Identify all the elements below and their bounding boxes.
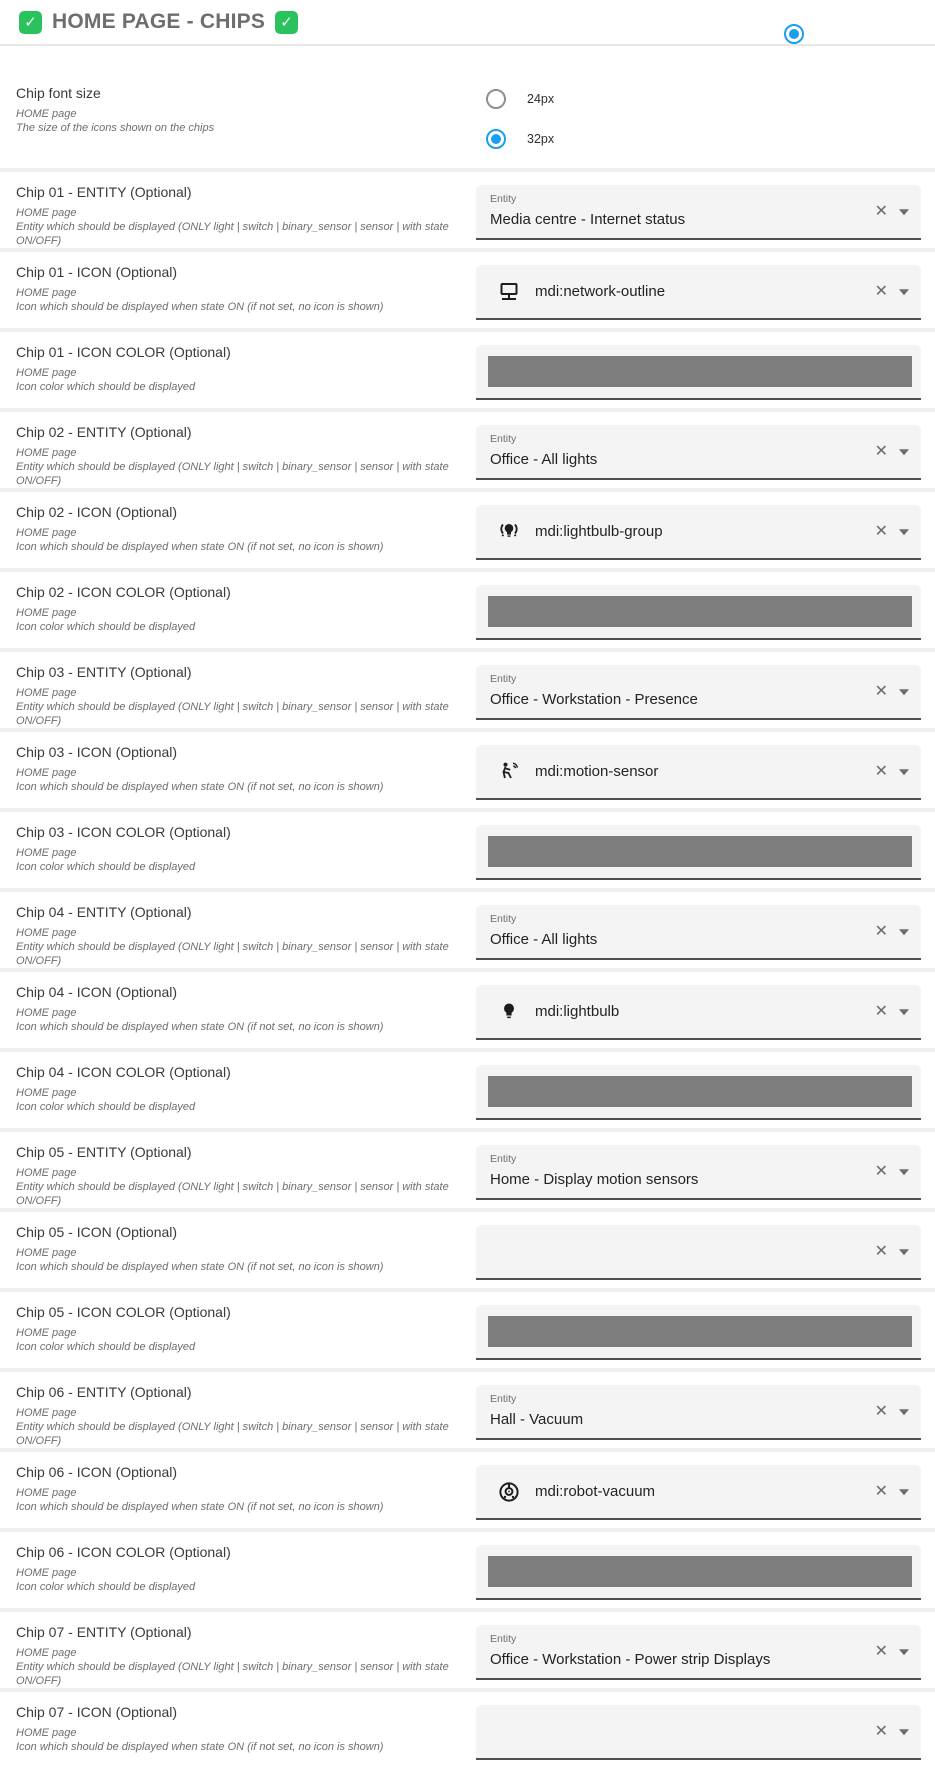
setting-description: Entity which should be displayed (ONLY light | switch | binary_sensor | sensor | with state ON/OFF) [16,1421,449,1447]
setting-title: Chip 02 - ENTITY (Optional) [16,424,192,440]
chevron-down-icon[interactable] [899,929,909,935]
clear-icon[interactable]: ✕ [874,442,888,460]
setting-subtitle: HOME page [16,367,77,379]
section-header [0,0,935,44]
setting-description: Entity which should be displayed (ONLY light | switch | binary_sensor | sensor | with state ON/OFF) [16,1661,449,1687]
setting-description: Icon color which should be displayed [16,381,196,393]
setting-title: Chip 01 - ENTITY (Optional) [16,184,192,200]
setting-subtitle: HOME page [16,108,77,120]
setting-description: The size of the icons shown on the chips [16,122,215,134]
field-value: Hall - Vacuum [490,1411,584,1428]
setting-description: Icon which should be displayed when state ON (if not set, no icon is shown) [16,1501,384,1513]
setting-title: Chip 05 - ICON (Optional) [16,1224,178,1240]
setting-row [0,1368,935,1448]
chevron-down-icon[interactable] [899,1009,909,1015]
setting-row [0,568,935,648]
chevron-down-icon[interactable] [899,1489,909,1495]
setting-title: Chip 04 - ICON (Optional) [16,984,178,1000]
field-value: Office - Workstation - Power strip Displays [490,1651,771,1668]
icon-select[interactable] [476,745,921,800]
chevron-down-icon[interactable] [899,209,909,215]
field-label: Entity [490,1393,517,1405]
setting-row [0,488,935,568]
setting-row [0,1288,935,1368]
icon-select[interactable] [476,1465,921,1520]
setting-subtitle: HOME page [16,1327,77,1339]
field-label: Entity [490,913,517,925]
radio-32px[interactable] [486,129,506,149]
field-label: Entity [490,1153,517,1165]
clear-icon[interactable]: ✕ [874,922,888,940]
setting-title: Chip 01 - ICON (Optional) [16,264,178,280]
setting-title: Chip 02 - ICON COLOR (Optional) [16,584,231,600]
radio-label: 32px [527,132,555,146]
clear-icon[interactable]: ✕ [874,1642,888,1660]
setting-subtitle: HOME page [16,527,77,539]
setting-subtitle: HOME page [16,1567,77,1579]
setting-description: Icon color which should be displayed [16,861,196,873]
setting-row [0,248,935,328]
entity-select[interactable] [476,665,921,720]
setting-row [0,648,935,728]
field-label: Entity [490,673,517,685]
color-swatch[interactable] [488,596,912,627]
field-value: Office - All lights [490,931,598,948]
setting-description: Entity which should be displayed (ONLY light | switch | binary_sensor | sensor | with state ON/OFF) [16,1181,449,1207]
entity-select[interactable] [476,1625,921,1680]
field-value: Office - Workstation - Presence [490,691,698,708]
setting-description: Icon which should be displayed when state ON (if not set, no icon is shown) [16,541,384,553]
field-value: mdi:robot-vacuum [535,1483,656,1500]
field-label: Entity [490,1633,517,1645]
setting-subtitle: HOME page [16,687,77,699]
chevron-down-icon[interactable] [899,769,909,775]
field-label: Entity [490,433,517,445]
clear-icon[interactable]: ✕ [874,522,888,540]
icon-select[interactable] [476,1225,921,1280]
radio-24px[interactable] [486,89,506,109]
field-value: mdi:network-outline [535,283,666,300]
setting-description: Icon which should be displayed when state ON (if not set, no icon is shown) [16,1741,384,1753]
setting-subtitle: HOME page [16,447,77,459]
check-emoji-icon: ✓ [19,11,42,34]
clear-icon[interactable]: ✕ [874,1482,888,1500]
setting-subtitle: HOME page [16,1247,77,1259]
setting-subtitle: HOME page [16,1007,77,1019]
field-value: Office - All lights [490,451,598,468]
clear-icon[interactable]: ✕ [874,762,888,780]
color-swatch[interactable] [488,1316,912,1347]
font-size-option-24px[interactable] [486,89,554,109]
check-emoji-icon: ✓ [275,11,298,34]
color-swatch[interactable] [488,836,912,867]
chip-font-size-row [0,46,935,168]
lightbulb-group-icon [497,520,521,544]
setting-subtitle: HOME page [16,1167,77,1179]
clear-icon[interactable]: ✕ [874,682,888,700]
setting-title: Chip 03 - ICON (Optional) [16,744,178,760]
setting-title: Chip 06 - ICON COLOR (Optional) [16,1544,231,1560]
entity-select[interactable] [476,1385,921,1440]
color-input[interactable] [476,825,921,880]
setting-description: Icon which should be displayed when state ON (if not set, no icon is shown) [16,1021,384,1033]
setting-title: Chip 04 - ENTITY (Optional) [16,904,192,920]
color-input[interactable] [476,345,921,400]
chevron-down-icon[interactable] [899,1729,909,1735]
icon-select[interactable] [476,985,921,1040]
chevron-down-icon[interactable] [899,689,909,695]
entity-select[interactable] [476,185,921,240]
setting-subtitle: HOME page [16,1727,77,1739]
setting-subtitle: HOME page [16,1487,77,1499]
setting-subtitle: HOME page [16,767,77,779]
field-value: mdi:lightbulb [535,1003,620,1020]
setting-title: Chip 04 - ICON COLOR (Optional) [16,1064,231,1080]
setting-subtitle: HOME page [16,927,77,939]
setting-row [0,1688,935,1768]
setting-subtitle: HOME page [16,607,77,619]
clear-icon[interactable]: ✕ [874,282,888,300]
clear-icon[interactable]: ✕ [874,1002,888,1020]
setting-title: Chip 02 - ICON (Optional) [16,504,178,520]
setting-subtitle: HOME page [16,1087,77,1099]
lightbulb-icon [497,1000,521,1024]
setting-row [0,408,935,488]
clear-icon[interactable]: ✕ [874,1162,888,1180]
setting-subtitle: HOME page [16,207,77,219]
setting-description: Icon color which should be displayed [16,621,196,633]
setting-subtitle: HOME page [16,1407,77,1419]
field-value: mdi:lightbulb-group [535,523,663,540]
clear-icon[interactable]: ✕ [874,1402,888,1420]
setting-description: Entity which should be displayed (ONLY light | switch | binary_sensor | sensor | with state ON/OFF) [16,941,449,967]
field-value: Home - Display motion sensors [490,1171,699,1188]
setting-row [0,1448,935,1528]
settings-list [0,168,935,1768]
setting-row [0,328,935,408]
setting-title: Chip 05 - ENTITY (Optional) [16,1144,192,1160]
icon-select[interactable] [476,1705,921,1760]
setting-title: Chip 07 - ENTITY (Optional) [16,1624,192,1640]
setting-title: Chip 03 - ICON COLOR (Optional) [16,824,231,840]
setting-row [0,888,935,968]
setting-subtitle: HOME page [16,1647,77,1659]
setting-subtitle: HOME page [16,287,77,299]
setting-description: Icon which should be displayed when state ON (if not set, no icon is shown) [16,1261,384,1273]
setting-row [0,1608,935,1688]
setting-row [0,1208,935,1288]
setting-title: Chip 06 - ICON (Optional) [16,1464,178,1480]
setting-row [0,168,935,248]
entity-select[interactable] [476,905,921,960]
icon-select[interactable] [476,265,921,320]
color-input[interactable] [476,1545,921,1600]
setting-title: Chip 07 - ICON (Optional) [16,1704,178,1720]
entity-select[interactable] [476,425,921,480]
setting-description: Icon color which should be displayed [16,1581,196,1593]
setting-row [0,1528,935,1608]
setting-title: Chip 05 - ICON COLOR (Optional) [16,1304,231,1320]
setting-description: Icon color which should be displayed [16,1101,196,1113]
radio-label: 24px [527,92,555,106]
setting-description: Entity which should be displayed (ONLY light | switch | binary_sensor | sensor | with state ON/OFF) [16,701,449,727]
setting-description: Icon which should be displayed when state ON (if not set, no icon is shown) [16,301,384,313]
setting-row [0,728,935,808]
setting-row [0,808,935,888]
setting-description: Icon color which should be displayed [16,1341,196,1353]
clear-icon[interactable]: ✕ [874,202,888,220]
setting-title: Chip font size [16,85,101,101]
font-size-option-32px[interactable] [486,129,554,149]
chevron-down-icon[interactable] [899,1409,909,1415]
setting-description: Entity which should be displayed (ONLY light | switch | binary_sensor | sensor | with state ON/OFF) [16,221,449,247]
robot-vacuum-icon [497,1480,521,1504]
font-size-options [460,46,554,168]
chevron-down-icon[interactable] [899,529,909,535]
chevron-down-icon[interactable] [899,449,909,455]
chevron-down-icon[interactable] [899,1169,909,1175]
chevron-down-icon[interactable] [899,1649,909,1655]
chevron-down-icon[interactable] [899,289,909,295]
page-title: HOME PAGE - CHIPS [52,10,266,33]
entity-select[interactable] [476,1145,921,1200]
field-value: Media centre - Internet status [490,211,686,228]
clear-icon[interactable]: ✕ [874,1242,888,1260]
setting-title: Chip 06 - ENTITY (Optional) [16,1384,192,1400]
network-outline-icon [497,280,521,304]
color-swatch[interactable] [488,356,912,387]
color-input[interactable] [476,585,921,640]
clear-icon[interactable]: ✕ [874,1722,888,1740]
field-label: Entity [490,193,517,205]
setting-description: Icon which should be displayed when state ON (if not set, no icon is shown) [16,781,384,793]
section-selected-radio[interactable] [784,24,804,44]
setting-title: Chip 03 - ENTITY (Optional) [16,664,192,680]
color-swatch[interactable] [488,1076,912,1107]
setting-description: Entity which should be displayed (ONLY light | switch | binary_sensor | sensor | with state ON/OFF) [16,461,449,487]
icon-select[interactable] [476,505,921,560]
color-swatch[interactable] [488,1556,912,1587]
setting-title: Chip 01 - ICON COLOR (Optional) [16,344,231,360]
setting-subtitle: HOME page [16,847,77,859]
color-input[interactable] [476,1305,921,1360]
motion-sensor-icon [497,760,521,784]
chevron-down-icon[interactable] [899,1249,909,1255]
setting-row [0,968,935,1048]
color-input[interactable] [476,1065,921,1120]
setting-row [0,1048,935,1128]
setting-row [0,1128,935,1208]
field-value: mdi:motion-sensor [535,763,659,780]
